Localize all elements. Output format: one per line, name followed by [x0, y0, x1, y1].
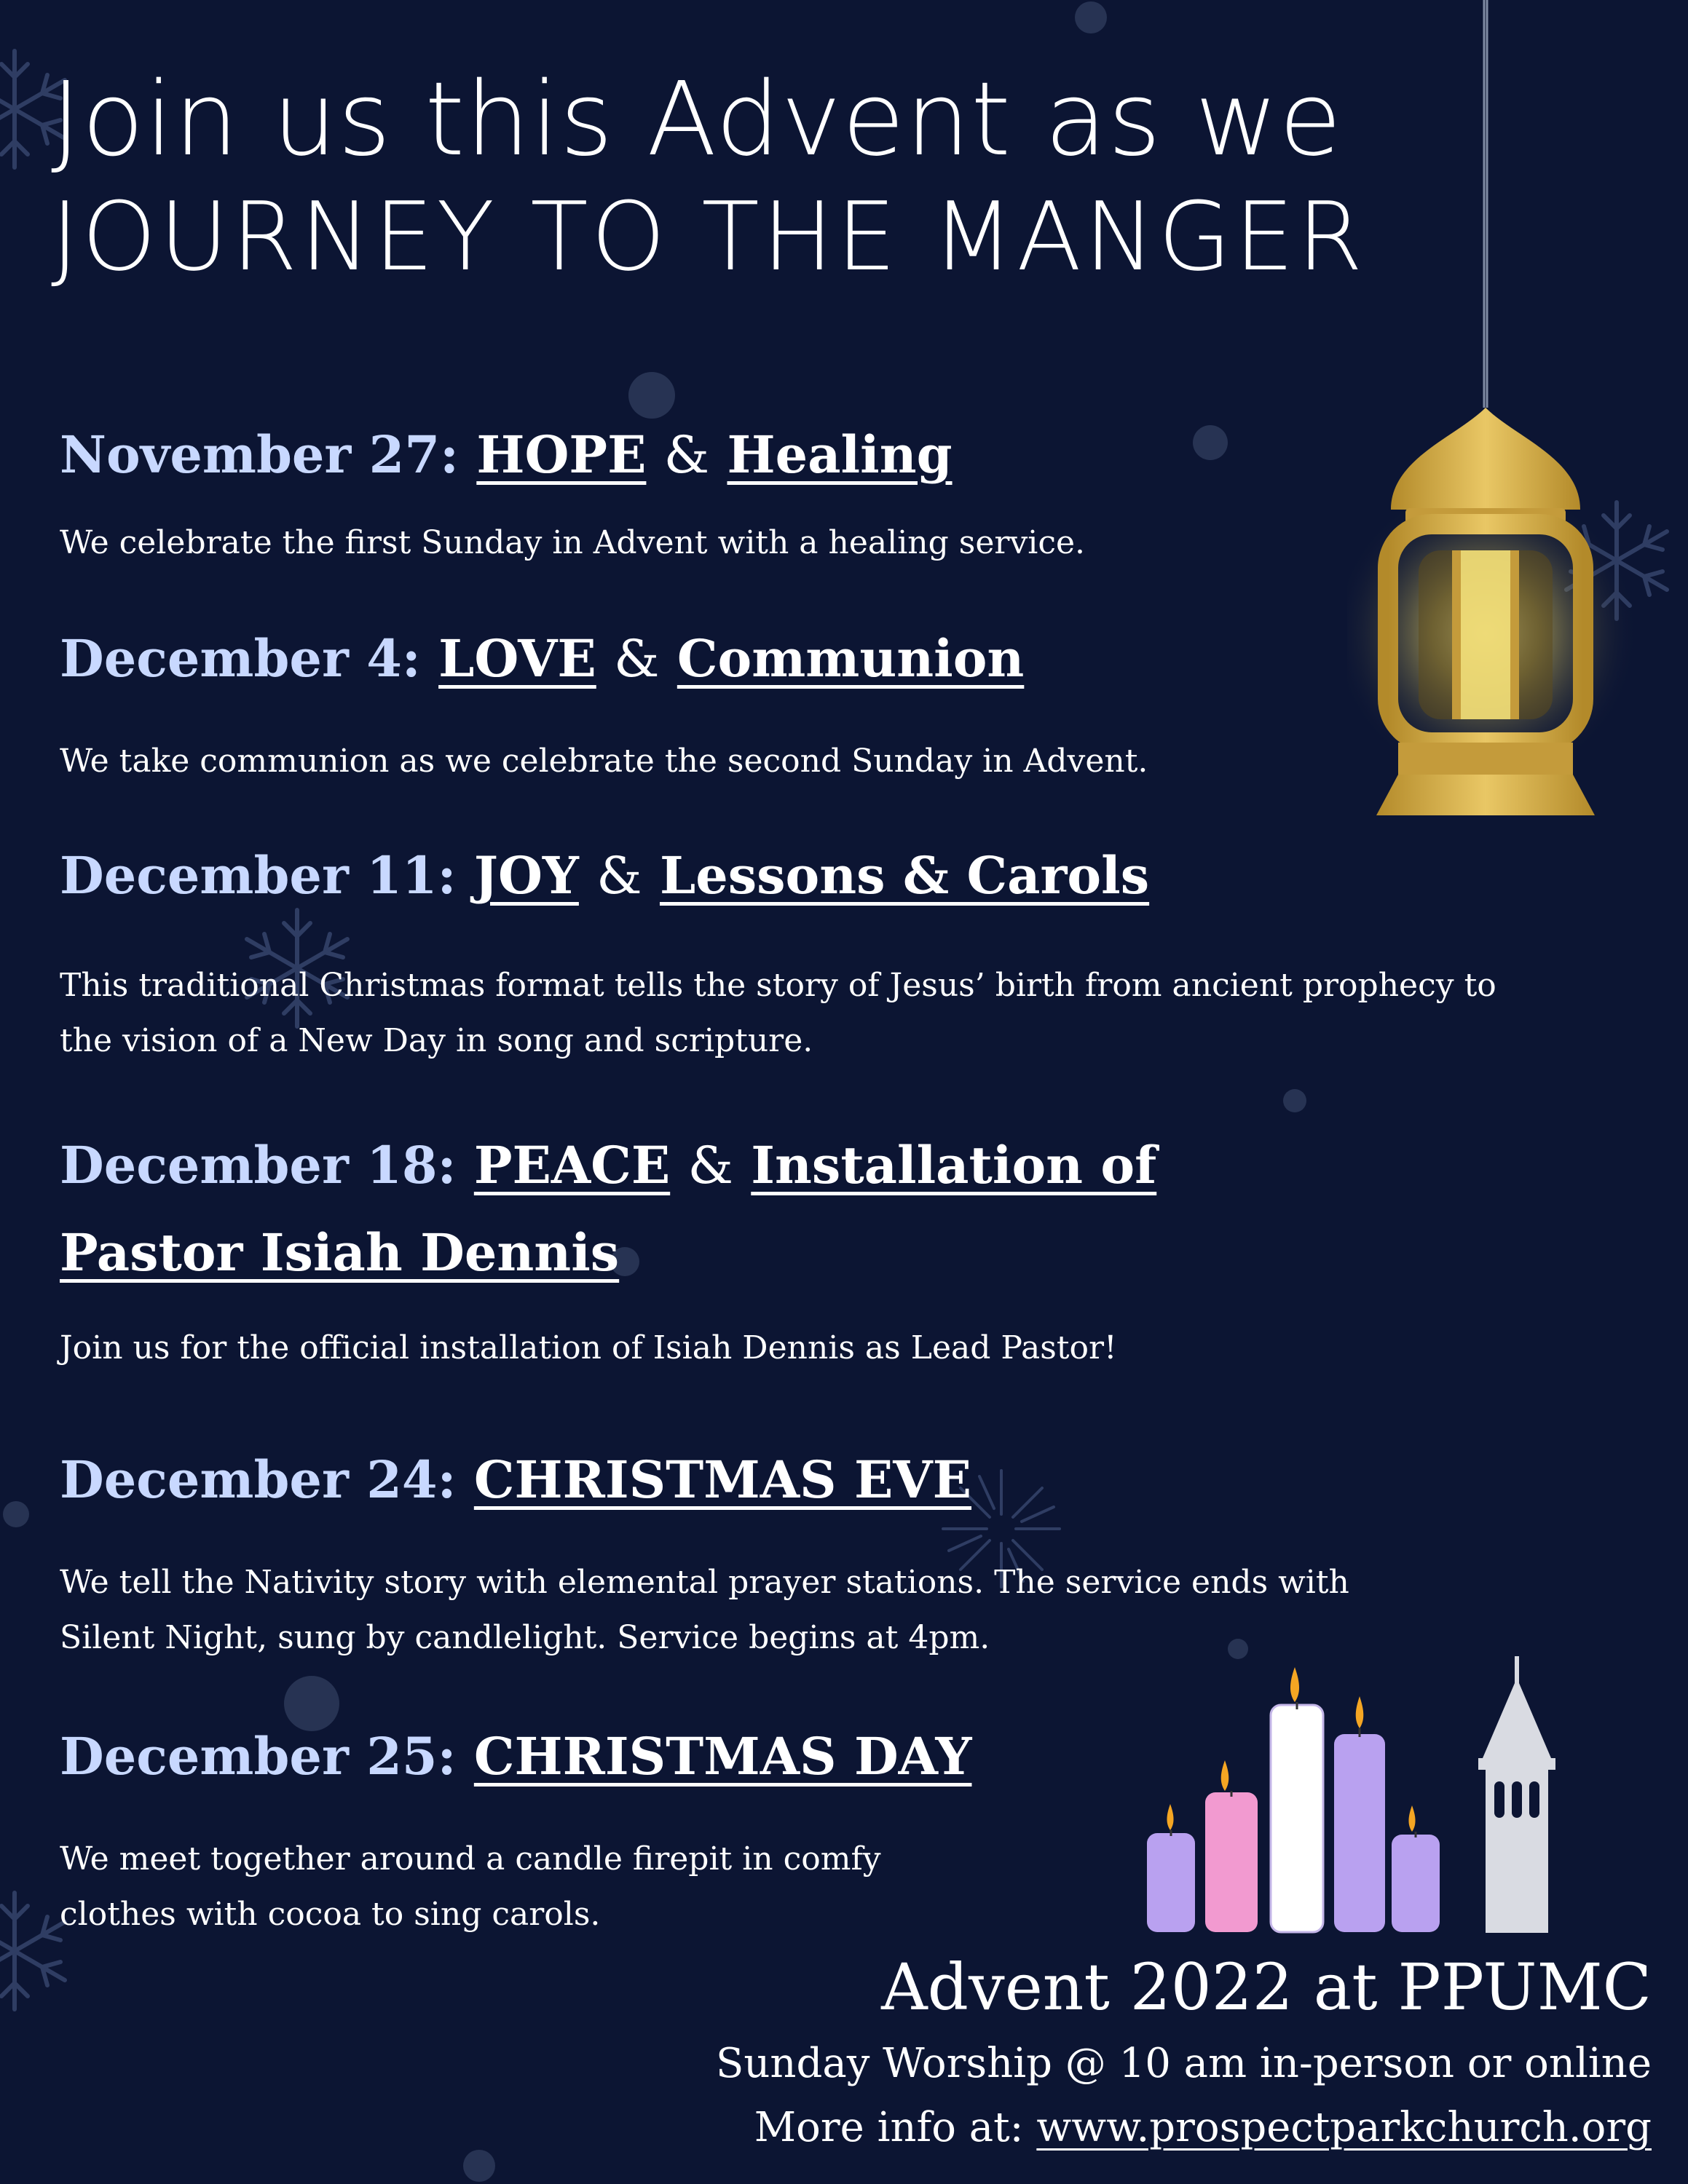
event-december-25: [60, 1725, 971, 1942]
event-subtheme: Installation of: [751, 1135, 1157, 1195]
headline-line-1: Join us this Advent as we: [51, 60, 1343, 179]
event-december-4: [60, 628, 1148, 789]
event-title: [60, 628, 1148, 690]
event-title: [60, 1134, 1156, 1197]
ampersand: &: [687, 1136, 733, 1195]
bokeh-dot: [1193, 425, 1228, 460]
website-link[interactable]: www.prospectparkchurch.org: [1036, 2104, 1652, 2151]
event-november-27: [60, 424, 1085, 571]
event-description-line-1: We meet together around a candle firepit in comfy: [60, 1840, 881, 1878]
event-december-24: [60, 1449, 1349, 1666]
event-date: December 25:: [60, 1726, 457, 1787]
event-date: December 24:: [60, 1449, 457, 1510]
bokeh-dot: [1075, 1, 1107, 33]
headline-line-2: JOURNEY TO THE MANGER: [51, 181, 1366, 292]
event-theme: CHRISTMAS DAY: [473, 1726, 972, 1787]
bokeh-dot: [463, 2150, 495, 2182]
event-description: Join us for the official installation of Isiah Dennis as Lead Pastor!: [60, 1329, 1117, 1366]
event-date: November 27:: [60, 424, 459, 485]
event-theme: CHRISTMAS EVE: [473, 1449, 971, 1510]
footer-worship-times: Sunday Worship @ 10 am in-person or online: [716, 2040, 1652, 2087]
ampersand: &: [614, 629, 660, 689]
event-theme: HOPE: [476, 424, 647, 485]
event-description-line-1: This traditional Christmas format tells the story of Jesus’ birth from ancient prophecy to: [60, 967, 1496, 1004]
event-date: December 4:: [60, 628, 421, 689]
event-subtheme: Healing: [727, 424, 953, 485]
bokeh-dot: [284, 1676, 339, 1731]
more-info-label: More info at:: [754, 2104, 1037, 2151]
event-date: December 11:: [60, 845, 457, 906]
event-theme: JOY: [473, 845, 579, 906]
advent-candles-icon: [1132, 1653, 1460, 1936]
event-description: We take communion as we celebrate the second Sunday in Advent.: [60, 743, 1148, 780]
event-december-11: [60, 844, 1496, 1069]
ampersand: &: [596, 846, 642, 906]
event-subtheme: Communion: [677, 628, 1025, 689]
church-steeple-icon: [1471, 1656, 1566, 1933]
event-description-line-2: the vision of a New Day in song and scripture.: [60, 1022, 813, 1059]
event-subtheme: Lessons & Carols: [659, 845, 1150, 906]
ampersand: &: [663, 425, 710, 485]
event-subtheme-continued: Pastor Isiah Dennis: [60, 1222, 620, 1283]
bokeh-dot: [3, 1501, 29, 1527]
snowflake-icon: [0, 1893, 65, 2009]
footer-more-info: [754, 2102, 1652, 2153]
bokeh-dot: [628, 372, 675, 419]
event-title: [60, 1449, 1349, 1511]
event-description-line-2: clothes with cocoa to sing carols.: [60, 1896, 601, 1933]
footer-title: Advent 2022 at PPUMC: [881, 1950, 1652, 2025]
event-date: December 18:: [60, 1135, 457, 1195]
event-description: We celebrate the first Sunday in Advent with a healing service.: [60, 524, 1086, 561]
event-theme: PEACE: [473, 1135, 671, 1195]
event-title: [60, 424, 1085, 486]
event-description-line-2: Silent Night, sung by candlelight. Service begins at 4pm.: [60, 1619, 990, 1656]
headline: [51, 60, 1435, 292]
event-theme: LOVE: [438, 628, 596, 689]
bokeh-dot: [1283, 1089, 1306, 1112]
event-title-line-2: [60, 1222, 1156, 1284]
event-title: [60, 844, 1496, 907]
event-title: [60, 1725, 971, 1788]
event-december-18: [60, 1134, 1156, 1376]
event-description-line-1: We tell the Nativity story with elemental prayer stations. The service ends with: [60, 1564, 1349, 1601]
lantern-icon: [1347, 0, 1638, 830]
